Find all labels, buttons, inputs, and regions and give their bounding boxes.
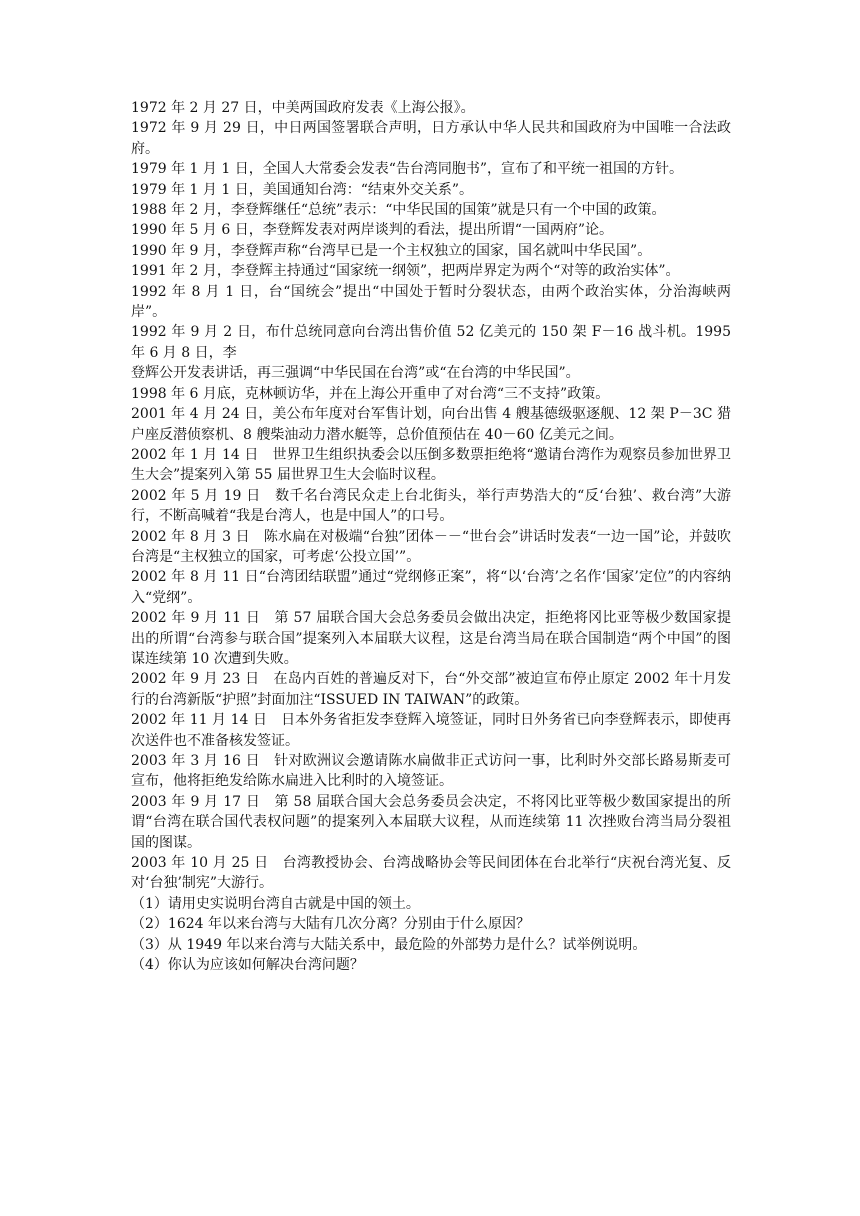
timeline-entry: 2001 年 4 月 24 日，美公布年度对台军售计划，向台出售 4 艘基德级驱逐舰、12 架 P－3C 猎户座反潜侦察机、8 艘柴油动力潜水艇等，总价值预估在 40－60 亿美元之间。 [131,406,731,443]
timeline-entry: 1972 年 2 月 27 日，中美两国政府发表《上海公报》。 [131,100,475,116]
timeline-entry: 1979 年 1 月 1 日，全国人大常委会发表“告台湾同胞书”，宣布了和平统一祖国的方针。 [131,161,684,178]
timeline-entry: 2002 年 11 月 14 日 日本外务省拒发李登辉入境签证，同时日外务省已向李登辉表示，即使再次送件也不准备核发签证。 [131,712,731,749]
question-item: （1）请用史实说明台湾自古就是中国的领土。 [131,895,420,912]
timeline-entry: 2002 年 9 月 23 日 在岛内百姓的普遍反对下，台“外交部”被迫宣布停止原定 2002 年十月发行的台湾新版“护照”封面加注“ISSUED IN TAIWAN”的政策。 [131,671,731,708]
timeline-entry: 2002 年 9 月 11 日 第 57 届联合国大会总务委员会做出决定，拒绝将冈比亚等极少数国家提出的所谓“台湾参与联合国”提案列入本届联大议程，这是台湾当局在联合国制造“两个中国”的图谋连续第 10 次遭到失败。 [131,610,731,667]
document-body [131,98,736,975]
timeline-entry: 2003 年 3 月 16 日 针对欧洲议会邀请陈水扁做非正式访问一事，比利时外交部长路易斯麦可宣布，他将拒绝发给陈水扁进入比利时的入境签证。 [131,753,731,790]
timeline-entry: 1992 年 8 月 1 日，台“国统会”提出“中国处于暂时分裂状态，由两个政治实体，分治海峡两岸”。 [131,283,731,321]
question-item: （2）1624 年以来台湾与大陆有几次分离？分别由于什么原因？ [131,916,530,933]
timeline-entry: 2002 年 1 月 14 日 世界卫生组织执委会以压倒多数票拒绝将“邀请台湾作为观察员参加世界卫生大会”提案列入第 55 届世界卫生大会临时议程。 [131,446,731,484]
timeline-entry: 1990 年 5 月 6 日，李登辉发表对两岸谈判的看法，提出所谓“一国两府”论。 [131,222,614,239]
question-item: （4）你认为应该如何解决台湾问题？ [131,957,364,974]
question-item: （3）从 1949 年以来台湾与大陆关系中，最危险的外部势力是什么？试举例说明。 [131,936,647,953]
timeline-entry: 1990 年 9 月，李登辉声称“台湾早已是一个主权独立的国家，国名就叫中华民国”。 [131,242,652,259]
timeline-entry: 1998 年 6 月底，克林顿访华，并在上海公开重申了对台湾“三不支持”政策。 [131,385,610,402]
timeline-entry: 2003 年 9 月 17 日 第 58 届联合国大会总务委员会决定，不将冈比亚等极少数国家提出的所谓“台湾在联合国代表权问题”的提案列入本届联大议程，从而连续第 11 次挫败台湾当局分裂祖国的图谋。 [131,793,731,851]
timeline-entry: 1972 年 9 月 29 日，中日两国签署联合声明，日方承认中华人民共和国政府为中国唯一合法政府。 [131,120,731,157]
timeline-entry: 登辉公开发表讲话，再三强调“中华民国在台湾”或“在台湾的中华民国”。 [131,365,580,382]
timeline-entry: 2002 年 8 月 3 日 陈水扁在对极端“台独”团体－－“世台会”讲话时发表“一边一国”论，并鼓吹台湾是“主权独立的国家，可考虑‘公投立国’”。 [131,528,731,565]
timeline-entry: 1991 年 2 月，李登辉主持通过“国家统一纲领”，把两岸界定为两个“对等的政治实体”。 [131,263,680,280]
timeline-entry: 1992 年 9 月 2 日，布什总统同意向台湾出售价值 52 亿美元的 150 架 F－16 战斗机。1995 年 6 月 8 日，李 [131,324,736,361]
timeline-entry: 2002 年 5 月 19 日 数千名台湾民众走上台北街头，举行声势浩大的“反‘台独’、救台湾”大游行，不断高喊着“我是台湾人，也是中国人”的口号。 [131,487,731,525]
timeline-entry: 2003 年 10 月 25 日 台湾教授协会、台湾战略协会等民间团体在台北举行“庆祝台湾光复、反对‘台独’制宪”大游行。 [131,855,731,892]
timeline-entry: 2002 年 8 月 11 日“台湾团结联盟”通过“党纲修正案”，将“以‘台湾’之名作‘国家’定位”的内容纳入“党纲”。 [131,569,731,606]
timeline-entry: 1988 年 2 月，李登辉继任“总统”表示：“中华民国的国策”就是只有一个中国的政策。 [131,202,666,219]
timeline-entry: 1979 年 1 月 1 日，美国通知台湾：“结束外交关系”。 [131,181,474,198]
